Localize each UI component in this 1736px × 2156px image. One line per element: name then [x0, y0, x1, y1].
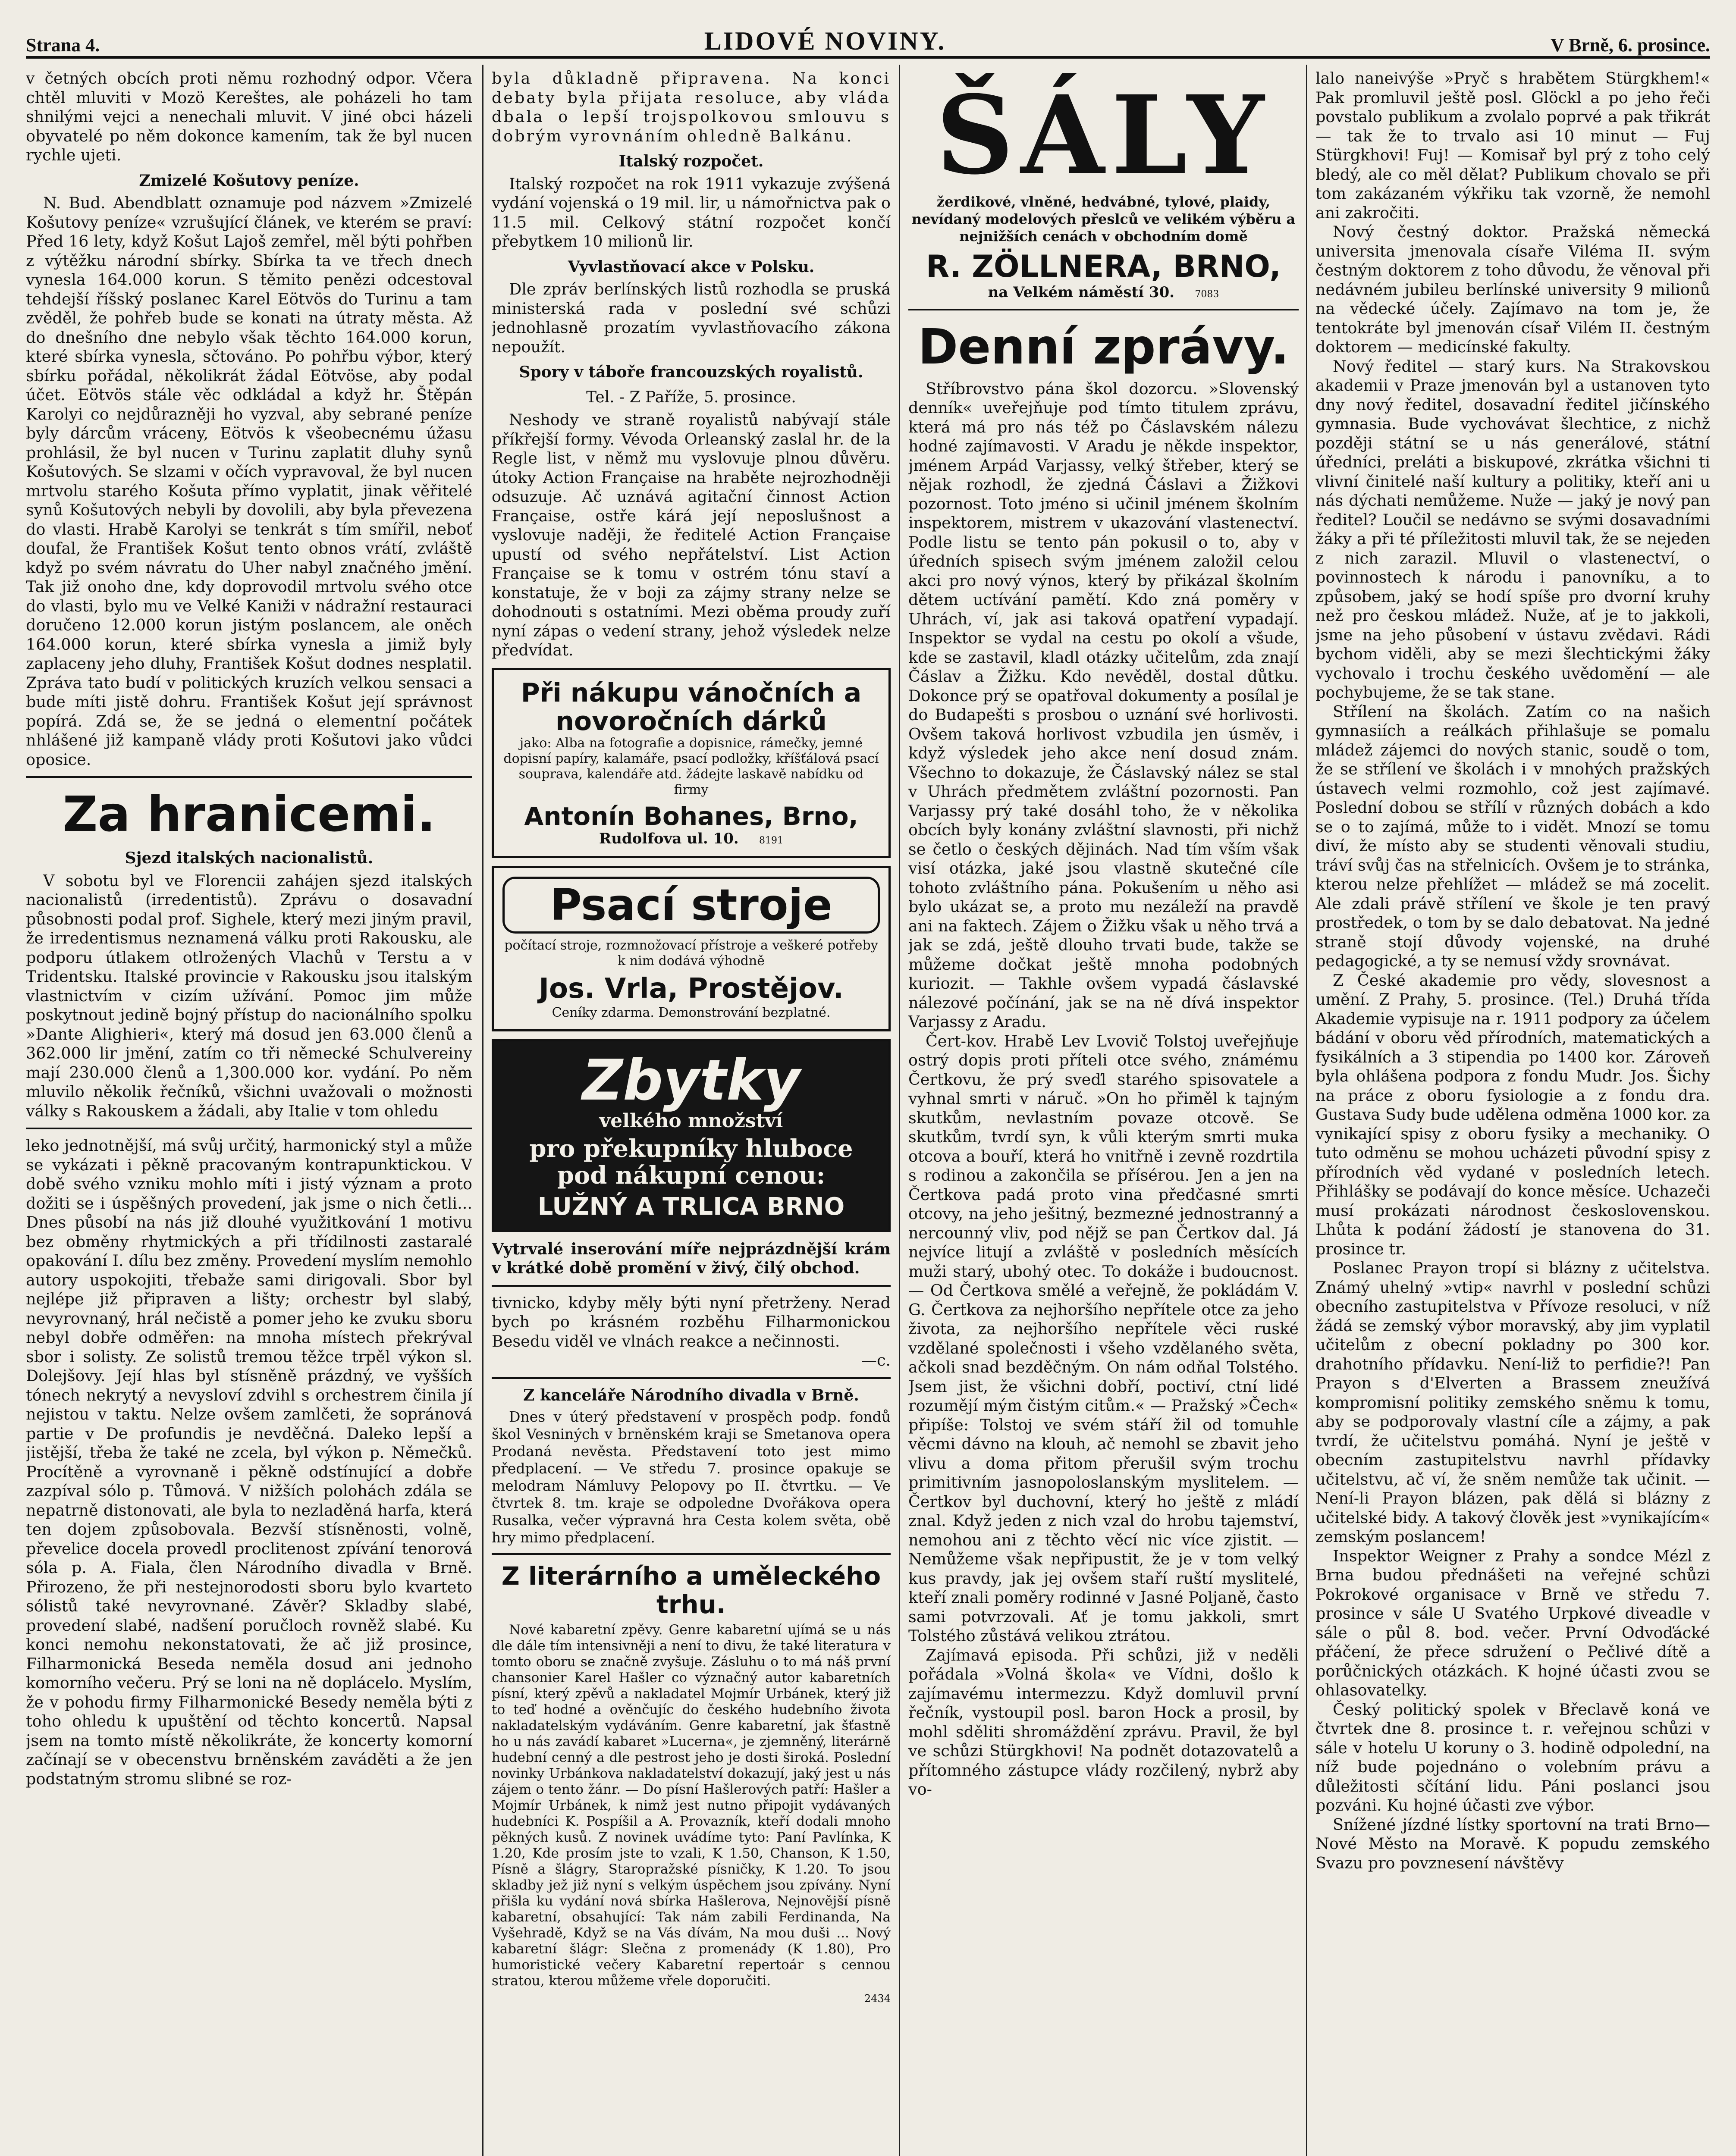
newspaper-page: [26, 17, 1710, 2156]
article-body: V sobotu byl ve Florencii zahájen sjezd italských nacionalistů (irredentistů). Zprávu o dosavadní působnosti podal prof. Sighele, který mezi jiným pravil, že irredentismus neznamená válku proti Rakousku, ale podporu útlakem otlrožených Vlachů v Terstu a v Tridentsku. Italské provincie v Rakousku jsou italským vlastnictvím v cizím užívání. Pomoc jim může poskytnout jedině bojný přístup do nacionálního spolku »Dante Alighieri«, který má dosud jen 63.000 členů a 362.000 lir jmění, zatím co tři německé Schulvereiny mají 230.000 členů a 1,300.000 kor. vydání. Po něm mluvilo několik řečníků, všichni uvažovali o možnosti války s Rakouskem a žádali, aby Italie v tom ohledu: [26, 871, 472, 1120]
divider: [26, 776, 472, 778]
ad-number: 8191: [759, 835, 784, 846]
section-heading: Z literárního a uměleckého trhu.: [501, 1561, 881, 1620]
article-heading: Z kanceláře Národního divadla v Brně.: [523, 1386, 859, 1404]
article-heading: Sjezd italských nacionalistů.: [125, 849, 374, 867]
article-body: Zajímavá episoda. Při schůzi, již v neděli pořádala »Volná škola« ve Vídni, došlo k zajímavému intermezzu. Když domluvil první řečník, vystoupil posl. baron Hock a prosil, by mohl sděliti shromáždění zprávu. Pravil, že byl ve schůzi Stürgkhovi! Na podnět dotazovatelů a přítomného zástupce vlády rozčilený, nybrž aby vo-: [908, 1645, 1299, 1799]
ad-body: počítací stroje, rozmnožovací přístroje a veškeré potřeby k nim dodává výhodně: [504, 938, 878, 969]
issue-date: V Brně, 6. prosince.: [1551, 34, 1710, 56]
article-continued: lalo naneivýše »Pryč s hrabětem Stürgkhem!« Pak promluvil ještě posl. Glöckl a po jeho řeči povstalo publikum a zvolalo poprvé a pak třikrát — tak že to trvalo asi 10 minut — Fuj Stürgkhovi! Fuj! — Komisař byl prý z toho celý bledý, ale co měl dělat? Publikum chovalo se při tom zakázaném výkřiku tak vzorně, že nemohl ani zakročiti.: [1315, 69, 1710, 222]
ad-number: 7083: [1195, 288, 1219, 300]
dateline: Tel. - Z Paříže, 5. prosince.: [586, 388, 796, 406]
section-heading: Denní zprávy.: [918, 319, 1289, 375]
masthead: [26, 17, 1710, 59]
article-body: Neshody ve straně royalistů nabývají stále příkřejší formy. Vévoda Orleanský zaslal hr. de la Regle list, v němž mu vyslovuje plnou důvěru. útoky Action Française na hraběte nejrozhodněji odsuzuje. Ač uznává agitační činnost Action Française, ostře kárá její neposlušnost a vyslovuje naději, že ředitelé Action Française upustí od svého nepřátelství. List Action Française se k tomu v ostrém tónu staví a konstatuje, že v boji za zájmy strany nelze se dohodnouti s ostatními. Mezi oběma proudy zuří nyní zápas o vedení strany, jehož výsledek nelze předvídat.: [492, 411, 891, 659]
ad-body: pro překupníky hluboce pod nákupní cenou:: [529, 1134, 853, 1190]
article-body: Italský rozpočet na rok 1911 vykazuje zvýšená vydání vojenská o 19 mil. lir, u námořnictva pak o 11.5 mil. Celkový státní rozpočet končí přebytkem 10 milionů lir.: [492, 174, 891, 251]
article-body: Z České akademie pro vědy, slovesnost a umění. Z Prahy, 5. prosince. (Tel.) Druhá třída Akademie vypisuje na r. 1911 podpory za účelem bádání v oboru věd přírodních, matematických a fysikálních a 3 stipendia po 1400 kor. Zároveň byla ohlášena podpora z fondu Mudr. Jos. Šichy na práce z oboru fysiologie a z fondu dra. Gustava Sudy bude udělena odměna 1000 kor. za vynikající spisy z oboru fysiky a mechaniky. O tuto odměnu se mohou ucházeti původní spisy z přírodních věd vydané v posledních letech. Přihlášky se podávají do konce měsíce. Uchazeči musí prokázati národnost československou. Lhůta k podání žádostí je stanovena do 31. prosince tr.: [1315, 971, 1710, 1258]
divider: [492, 1553, 891, 1555]
article-body: Stříbrovstvo pána škol dozorcu. »Slovenský denník« uveřejňuje pod tímto titulem zprávu, která má pro nás též po Čáslavském nálezu hodné zajímavosti. V Aradu je někde inspektor, jménem Arpád Varjassy, velký štřeber, který se nějak rozhodl, že zjedná Čáslavi a Žižkovi pozornost. Toto jméno si učinil jménem školním inspektorem, mistrem v ukazování vlastenectví. Podle listu se tento pán pokusil o to, aby v úředních spisech svým jménem založil celou akci pro nový výnos, který by přikázal školním dětem uctívání pamětí. Kdo zná poměry v Uhrách, ví, jak asi taková opatření vypadají. Inspektor se vydal na cestu po okolí a všude, kde se zastavil, kladl otázky učitelům, zda znají Čáslav a Žižku. Kdo nevěděl, dostal důtku. Dokonce prý se opatřoval dokumenty a posílal je do Budapešti s prosbou o uznání své horlivosti. Ovšem taková horlivost vzbudila jen úsměv, i když výsledek jeho akce není dosud znám. Všechno to dokazuje, že Čáslavský nález se stal v Uhrách předmětem zvláštní pozornosti. Pan Varjassy prý také dosáhl toho, že v několika obcích byly konány zvláštní slavnosti, při nichž se četlo o českých dějinách. Nad tím vším však visí otázka, jaké jsou vlastně skutečné cíle tohoto zvláštního pána. Pokušením u něho asi bylo ukázat se, a proto mu nezáleží na pravdě ani na faktech. Zájem o Žižku však u něho trvá a jak se zdá, ještě dlouho trvati bude, takže se můžeme dočkat ještě mnoha podobných kuriozit. — Takhle ovšem vypadá čáslavské nálezové počínání, jak se na ně dívá inspektor Varjassy z Aradu.: [908, 379, 1299, 1031]
ad-title: ŠÁLY: [936, 72, 1271, 198]
ad-firm: LUŽNÝ A TRLICA BRNO: [537, 1193, 845, 1221]
column-rule: [482, 65, 483, 2156]
article-body: leko jednotnější, má svůj určitý, harmonický styl a může se vykázati i pěkně pracovaným kontrapunktickou. V době svého vzniku mohlo míti i jistý význam a proto dožiti se i úspěšných provedení, jak jsme o nich četli... Dnes působí na nás již dlouhé využitkování 1 motivu bez obměny rhytmických a při třídilnosti zastaralé opakování I. dílu bez změny. Provedení myslím nemohlo autory uspokojiti, třebaže sami dirigovali. Sbor byl nejlépe již připraven a lišty; orchestr byl slabý, nevyrovnaný, hrál nečistě a pomer jeho ke zvuku sboru nebyl dobře odměřen: na mnoha místech překrýval sbor i solisty. Ze solistů tremou těžce trpěl výkon sl. Dolejšovy. Její hlas byl stísněně prázdný, ve vyšších tónech nekrytý a nevysloví zdvihl s orchestrem činila jí nejistou v taktu. Nelze ovšem zamlčeti, že sopránová partie v De profundis je nevděčná. Daleko lepší a jistější, třeba že také ne zcela, byl výkon p. Němečků. Procítěně a vyrovnaně i pěkně odstínující a dobře zazpíval sólo p. Tůmová. V nižších polohách zdála se nepatrně distonovati, ale byla to nezladěná harfa, která ten dojem způsobovala. Bezvší stísněnosti, volně, převelice docela provedl proclitenost zpívání tenorová sóla p. A. Fiala, člen Národního divadla v Brně. Přirozeno, že při nestejnorodosti sboru bylo kvarteto sólistů také nevyrovnané. Závěr? Skladby slabé, provedení slabé, nadšení poručloch rovněž slabé. Ku konci nemohu nekonstatovati, že ač již prosince, Filharmonická Beseda neměla dosud ani jednoho komorního večeru. Prý se loni na ně doplácelo. Myslím, že v pohodu firmy Filharmonické Besedy neměla býti z toho ohledu k upuštění od těchto koncertů. Napsal jsem na tomto místě několikráte, že koncerty komorní začínají se v obecenstvu brněnském zaváděti a že jen podstatným stromu slibné se roz-: [26, 1136, 472, 1788]
divider: [908, 309, 1299, 310]
article-body: Nové kabaretní zpěvy. Genre kabaretní ujímá se u nás dle dále tím intensivněji a není to divu, že také literatura v tomto oboru se značně zvyšuje. Zásluhu o to má náš první chansonier Karel Hašler co význačný autor kabaretních písní, který zpěvů a nakladatel Mojmír Urbánek, který již to teď hodné a ověnčujíc do českého hudebního života nakladatelským vydáváním. Genre kabaretní, jak šťastně ho u nás zavádí kabaret »Lucerna«, je zjemněný, literárně hudební cenný a dle pestrost jeho je dosti široká. Poslední novinky Urbánkova nakladatelství dokazují, jaký jest u nás zájem o tento žánr. — Do písní Hašlerových patří: Hašler a Mojmír Urbánek, k nimž jest nutno připojit vydávaných hudebníci K. Pospíšil a A. Provazník, kteří dodali mnoho pěkných kusů. Z novinek uvádíme tyto: Paní Pavlínka, K 1.20, Kde prosím jste to vzali, K 1.50, Chanson, K 1.50, Písně a šlágry, Staropražské písničky, K 1.20. To jsou skladby jež již nyní s velkým úspěchem jsou zpívány. Nyní přišla ku vydání nová sbírka Hašlerova, Nejnovější písně kabaretní, obsahující: Tak nám zabili Ferdinanda, Na Vyšehradě, Když se na Vás dívám, Na mou duši ... Nový kabaretní šlágr: Slečna z promenády (K 1.80), Pro humoristické večery Kabaretní repertoár s cennou stratou, kterou můžeme vřele doporučiti.: [492, 1622, 891, 1989]
article-body: Nový ředitel — starý kurs. Na Strakovskou akademii v Praze jmenován byl a ustanoven tyto dny nový ředitel, dosavadní ředitel jičínského gymnasia. Bude vychovávat šlechtice, z nichž později státní se u nás generálové, státní úředníci, preláti a biskupové, zkrátka všichni ti vlivní činitelé naší kultury a politiky, kteří ani u nás dýchati nemůžeme. Nuže — jaký je nový pan ředitel? Loučil se nedávno se svými dosavadními žáky a při té příležitosti mluvil tak, že se nejeden z nich zarazil. Mluvil o vlastenectví, o povinnostech k národu i panovníku, a to způsobem, jaký se hodí spíše pro dvorní kruhy než pro českou mládež. Nuže, ať je to jakkoli, jsme na jeho působení v ústavu zvědavi. Rádi bychom viděli, aby se mezi šlechtickými žáky vychovalo i trochu českého uvědomění — ale pochybujeme, že se tak stane.: [1315, 357, 1710, 702]
divider: [492, 1377, 891, 1379]
column-4: [1315, 69, 1710, 2156]
divider: [492, 1285, 891, 1287]
ad-address: Rudolfova ul. 10. 8191: [599, 830, 784, 848]
advertisement-luzny: [492, 1039, 891, 1232]
article-body: Poslanec Prayon tropí si blázny z učitelstva. Známý uhelný »vtip« navrhl v poslední schůzi obecního zastupitelstva v Přívoze resoluci, v níž žádá se zemský výbor moravský, aby jim vyplatil učitelům z obecní pokladny po 300 kor. drahotního přídavku. Není-liž to perfidie?! Pan Prayon s d'Elverten a Brassem zneužívá kompromisní politiky zemského sněmu k tomu, aby se podporovaly vlastní cíle a zájmy, a pak tvrdí, že učitelstvu pomáhá. Nyní je ještě v obecním zastupitelstvu navrhl přídavky učitelstvu, ač ví, že sněm nemůže tak učinit. — Není-li Prayon blázen, pak dělá si blázny z učitelské bidy. A takový člověk jest »vynikajícím« zemským poslancem!: [1315, 1259, 1710, 1546]
article-body: Dnes v úterý představení v prospěch podp. fondů škol Vesniných v brněnském kraji se Smetanova opera Prodaná nevěsta. Představení toto jest mimo předplacení. — Ve středu 7. prosince opakuje se melodram Námluvy Pelopovy po II. čtvrtku. — Ve čtvrtek 8. tm. kraje se odpoledne Dvořákova opera Rusalka, večer výpravná hra Cesta kolem světa, obě hry mimo předplacení.: [492, 1408, 891, 1546]
article-body: N. Bud. Abendblatt oznamuje pod názvem »Zmizelé Košutovy peníze« vzrušující článek, ve kterém se praví: Před 16 lety, když Košut Lajoš zemřel, měl býti pohřben z výtěžku národní sbírky. Sbírka ta ve třech dnech vynesla 164.000 korun. S těmito penězi odcestoval tehdejší říšský poslanec Karel Eötvös do Turinu a tam zvěděl, že pohřeb bude se konati na útraty města. Až do dnešního dne nebylo však těchto 164.000 korun, které sbírka vynesla, sčtováno. Po pohřbu výbor, který sbírku pořádal, několikrát žádal Eötvöse, aby podal účet. Eötvös stále věc odkládal a když hr. Štěpán Karolyi co nejdůrazněji ho vyzval, aby sebrané peníze byly dárcům vráceny, Eötvös k všeobecnému úžasu prohlásil, že byl nucen v Turinu zaplatit dluhy synů Košutových. Se slzami v očích vypravoval, že byl nucen mrtvolu starého Košuta přímo vyplatit, jinak věřitelé synů Košutových nebyli by dovolili, aby byla převezena do vlasti. Hrabě Karolyi se tenkrát s tím smířil, neboť doufal, že František Košut tento obnos vrátí, zvláště když po svém návratu do Uher nabyl značného jmění. Tak již onoho dne, kdy doprovodil mrtvolu svého otce do vlasti, bylo mu ve Velké Kaniži v nádražní restauraci doručeno 12.000 korun jistým poslancem, ale oněch 164.000 korun, které sbírka vynesla a jimiž byly zaplaceny jeho dluhy, František Košut dodnes nesplatil. Zpráva tato budí v politických kruzích velkou sensaci a bude míti jistě dohru. František Košut její správnost popírá. Zdá se, že se jedná o elementní počátek nhlášené již kampaně vlády proti Košutovi jako vůdci oposice.: [26, 194, 472, 769]
article-continued: v četných obcích proti němu rozhodný odpor. Včera chtěl mluviti v Mozö Kereštes, ale poházeli ho tam shnilými vejci a nenechali mluvit. V jiné obci házeli obyvatelé po něm dokonce kamením, tak že byl nucen rychle ujeti.: [26, 69, 472, 164]
article-body: Inspektor Weigner z Prahy a sondce Mézl z Brna budou přednášeti na veřejné schůzi Pokrokové organisace v Brně ve středu 7. prosince v sále U Svatého Urpkové diveadle v sále o půl 8. bod. večer. První Odvoďácké přáčení, že přece sdružení o Pečlivé dítě a porůčnických otázkách. K hojné účasti zvou se ohlasovatelky.: [1315, 1546, 1710, 1699]
article-heading: Vyvlastňovací akce v Polsku.: [568, 257, 815, 276]
ad-firm: R. ZÖLLNERA, BRNO,: [926, 249, 1281, 284]
ad-tagline: Vytrvalé inserování míře nejprázdnější krám v krátké době promění v živý, čilý obchod.: [492, 1239, 891, 1278]
article-heading: Spory v táboře francouzských royalistů.: [519, 363, 863, 381]
article-heading: Zmizelé Košutovy peníze.: [139, 171, 359, 190]
divider: [26, 1128, 472, 1129]
article-signature: —c.: [861, 1351, 891, 1370]
article-body: Dle zpráv berlínských listů rozhodla se pruská ministerská rada v poslední své schůzi jednohlasně prozatím vyvlastňovacího zákona nepoužít.: [492, 280, 891, 356]
ad-subtitle: velkého množství: [599, 1109, 783, 1132]
article-continued: byla důkladně připravena. Na konci debaty byla přijata resoluce, aby vláda dbala o lepší trojspolkovou smlouvu s dobrým vyrovnáním ohledně Balkánu.: [492, 69, 891, 145]
advertisement-zollner: [908, 72, 1299, 301]
ad-title: Psací stroje: [502, 877, 880, 934]
article-body: Snížené jízdné lístky sportovní na trati Brno—Nové Město na Moravě. K popudu zemského Svazu pro povznesení návštěvy: [1315, 1815, 1710, 1872]
ad-footnote: Ceníky zdarma. Demonstrování bezplatné.: [552, 1005, 831, 1020]
column-3: [908, 69, 1299, 2156]
ad-firm: Jos. Vrla, Prostějov.: [539, 973, 844, 1005]
article-heading: Italský rozpočet.: [618, 152, 764, 170]
article-body: tivnicko, kdyby měly býti nyní přetrženy. Nerad bych po krásném rozběhu Filharmonickou Besedu viděl ve vlnách reakce a nečinnosti.: [492, 1293, 891, 1351]
column-2: [492, 69, 891, 2156]
article-body: Nový čestný doktor. Pražská německá universita jmenovala císaře Viléma II. svým čestným doktorem z toho důvodu, že věnoval při nedávném jubileu berlínské university 9 milionů na vědecké účely. Zajímavo na tom je, že tentokráte byl jmenován císař Vilém II. čestným doktorem — medicínské fakulty.: [1315, 222, 1710, 356]
advertisement-vrla: [492, 866, 891, 1031]
article-body: Čert-kov. Hrabě Lev Lvovič Tolstoj uveřejňuje ostrý dopis proti příteli otce svého, známému Čertkovu, že prý sveďl starého spisovatele a vyhnal smrti v náruč. »On ho přiměl k tajným skutkům, nevlastním povaze otcově. Se skutkům, tvrdí syn, k vůli kterým smrti muka otcova a bouří, která ho vnitřně i zevně rozdrtila s rodinou a zakončila se přísérou. Jen a jen na Čertkova padá proto vina předčasné smrti otcovy, na jeho ješitný, bezmezné jednostranný a nercounný vliv, pod nějž se pan Čertkov dal. Já nejvíce litují a zvláště v posledních měsících muži starý, ubohý otec. To dokáže i budoucnost. — Od Čertkova smělé a veřejně, že pokládám V. G. Čertkova za nejhoršího nepřítele otce za jeho života, za nejhoršího nepřítele věci ruské vzdělané společnosti i všeho vzdělaného světa, ačkoli snad bezděčným. On nám odňal Tolstého. Jsem jist, že všichni dobří, poctiví, ctní lidé rozumějí mým čistým citům.« — Pražský »Čech« připíše: Tolstoj ve svém stáří žil od tomuhle věcmi dávno na klouh, ač nemohl se zbavit jeho vlivu a doma přitom přerušil svým trochu primitivním jasnopoloslanským myslitelem. — Čertkov byl duchovní, který ho ještě z mládí znal. Když jeden z nich vzal do hrobu tajemství, nemohou ani z těchto věcí nic více zjistit. — Nemůžeme však nepřipustit, že je v tom velký kus pravdy, jak jej ovšem staří ruští myslitelé, kteří znali poměry rodinné v Jasné Poljaně, často sami potvrzovali. Ať je tomu jakkoli, smrt Tolstého zůstává velikou ztrátou.: [908, 1031, 1299, 1645]
ad-title: Zbytky: [582, 1047, 801, 1113]
page-number: Strana 4.: [26, 34, 100, 56]
section-heading: Za hranicemi.: [63, 787, 436, 843]
ad-body: jako: Alba na fotografie a dopisnice, rámečky, jemné dopisní papíry, kalamáře, psací podložky, kříšťálová psací souprava, kalendáře atd. žádejte laskavě nabídku od firmy: [503, 735, 879, 797]
column-rule: [899, 65, 900, 2156]
column-rule: [1306, 65, 1307, 2156]
article-body: Střílení na školách. Zatím co na našich gymnasiích a reálkách přihlašuje se pomalu mládež zájemci do nových stanic, soudě o tom, že se střílení ve školách i v mnohých pražských ústavech velmi rozmohlo, což jest zajímavé. Poslední dobou se střílí v různých dobách a kdo se o to zajímá, může to i vidět. Mnozí se tomu diví, že místo aby se studenti věnovali studiu, tráví svůj čas na střelnicích. Ovšem je to stránka, kterou nelze přehlížet — mládež se má zocelit. Ale zdali právě střílení ve škole je ten pravý prostředek, o tom by se dalo debatovat. Na jedné straně stojí důvody vojenské, na druhé pedagogické, a ty se nemusí vždy srovnávat.: [1315, 702, 1710, 970]
advertisement-bohanes: [492, 668, 891, 859]
ad-title: Při nákupu vánočních a novoročních dárků: [521, 677, 862, 736]
ad-address: na Velkém náměstí 30. 7083: [988, 283, 1219, 301]
article-body: Český politický spolek v Břeclavě koná ve čtvrtek dne 8. prosince t. r. veřejnou schůzi v sále v hotelu U koruny o 3. hodině odpolední, na níž bude pojednáno o volebním právu a důležitosti sčítání lidu. Páni poslanci jsou pozváni. Ku hojné účasti zve výbor.: [1315, 1700, 1710, 1814]
ad-body: žerdikové, vlněné, hedvábné, tylové, plaidy, nevídaný modelových přeslců ve velikém výběru a nejnižších cenách v obchodním domě: [911, 194, 1296, 244]
column-1: [26, 69, 472, 2156]
newspaper-title: LIDOVÉ NOVINY.: [704, 27, 946, 55]
article-number: 2434: [864, 1993, 891, 2005]
ad-firm: Antonín Bohanes, Brno,: [524, 801, 858, 831]
